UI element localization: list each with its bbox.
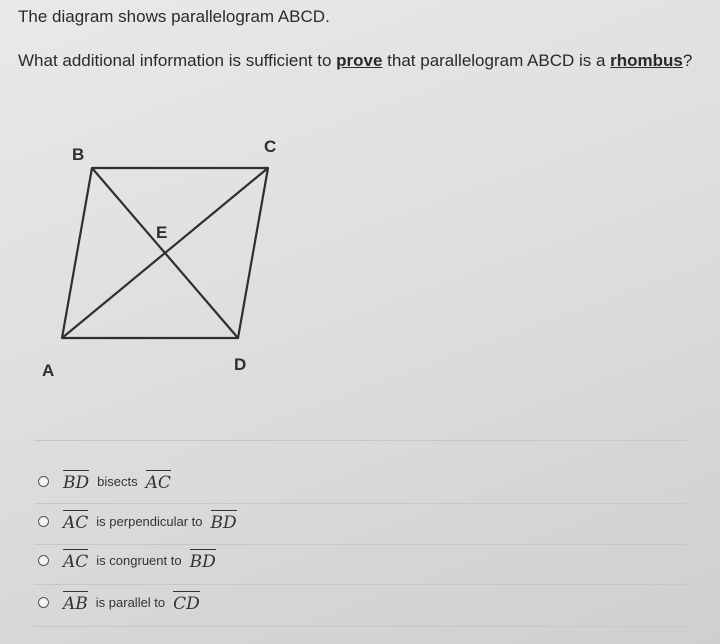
prompt-middle: that parallelogram ABCD is a bbox=[382, 51, 611, 70]
vertex-label-c: C bbox=[264, 137, 277, 156]
vertex-label-b: B bbox=[72, 145, 85, 164]
choices-bottom-divider bbox=[34, 626, 686, 627]
segment-ab: AB bbox=[63, 591, 88, 614]
segment-bd: BD bbox=[190, 549, 216, 572]
radio-button[interactable] bbox=[38, 597, 49, 608]
choice-relation: is parallel to bbox=[95, 594, 166, 610]
choice-3[interactable] bbox=[38, 543, 216, 577]
choice-2[interactable] bbox=[38, 504, 237, 538]
vertex-label-a: A bbox=[42, 361, 55, 380]
prompt-emphasis-prove: prove bbox=[336, 51, 383, 70]
choices-top-divider bbox=[34, 440, 686, 441]
prompt-before: What additional information is sufficient to bbox=[18, 51, 337, 70]
vertex-label-d: D bbox=[234, 355, 247, 374]
segment-ac: AC bbox=[63, 510, 88, 533]
segment-ac: AC bbox=[146, 470, 171, 493]
radio-button[interactable] bbox=[38, 555, 49, 566]
radio-button[interactable] bbox=[38, 476, 49, 487]
choice-relation: is perpendicular to bbox=[96, 513, 203, 529]
question-intro: The diagram shows parallelogram ABCD. bbox=[18, 7, 330, 26]
point-label-e: E bbox=[156, 223, 168, 242]
segment-bd: BD bbox=[211, 510, 237, 533]
diagonal-bd bbox=[92, 168, 238, 338]
radio-button[interactable] bbox=[38, 516, 49, 527]
choice-4[interactable] bbox=[38, 585, 200, 619]
prompt-emphasis-rhombus: rhombus bbox=[610, 51, 683, 70]
prompt-end: ? bbox=[682, 51, 693, 70]
segment-bd: BD bbox=[63, 470, 89, 493]
choice-1[interactable] bbox=[38, 464, 171, 498]
choice-relation: bisects bbox=[97, 473, 138, 489]
parallelogram-diagram bbox=[30, 130, 310, 390]
question-prompt bbox=[18, 44, 698, 78]
segment-cd: CD bbox=[173, 591, 200, 614]
choice-relation: is congruent to bbox=[96, 552, 182, 568]
segment-ac: AC bbox=[63, 549, 88, 572]
